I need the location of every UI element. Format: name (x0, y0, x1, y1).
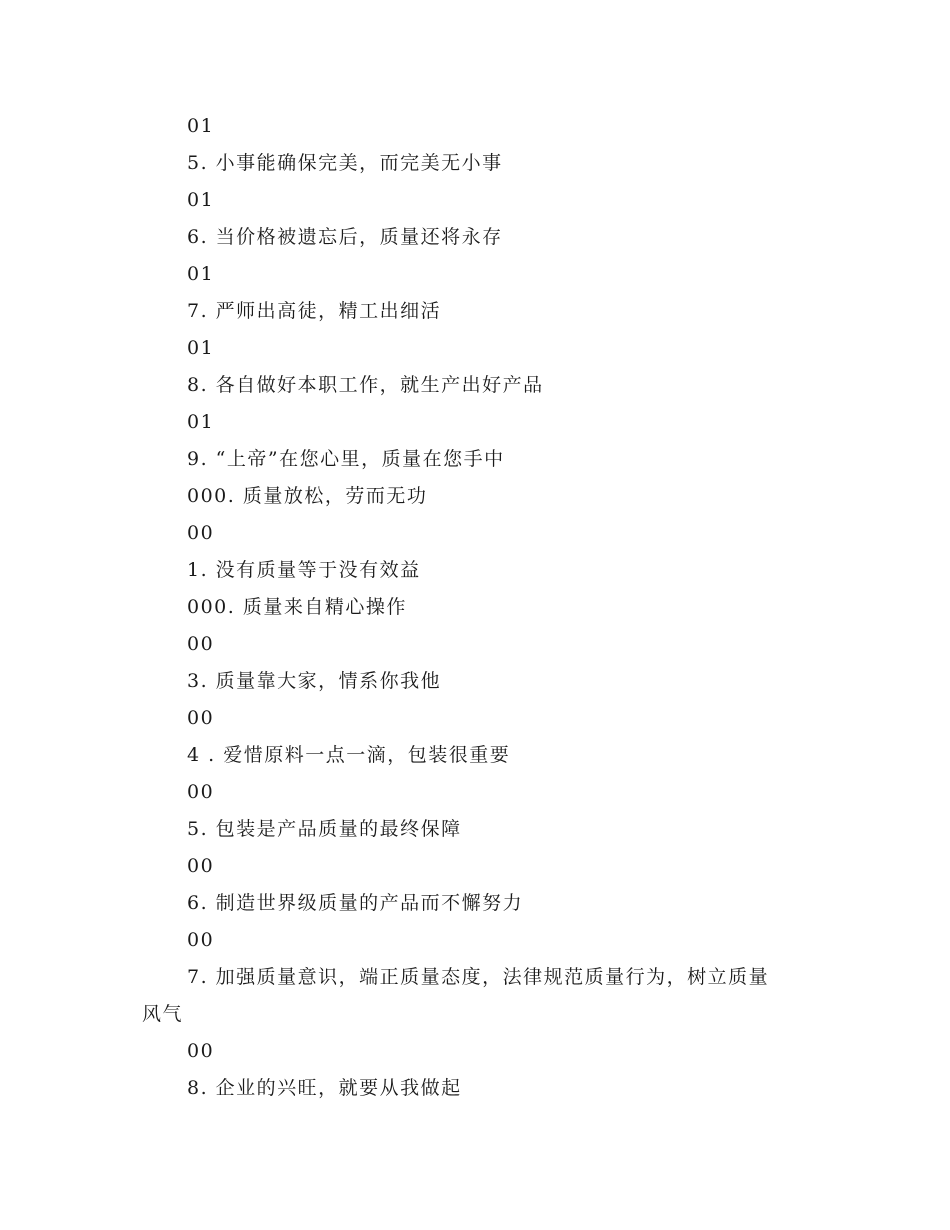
text-line: 00 (187, 929, 215, 951)
text-line-continuation: 风气 (142, 1003, 184, 1025)
text-line: 01 (187, 411, 215, 433)
text-line: 01 (187, 189, 215, 211)
text-line: 5. 小事能确保完美，而完美无小事 (187, 152, 503, 174)
text-line: 00 (187, 633, 215, 655)
text-line: 1. 没有质量等于没有效益 (187, 559, 421, 581)
text-line: 7. 严师出高徒，精工出细活 (187, 300, 442, 322)
text-line: 4 . 爱惜原料一点一滴，包装很重要 (187, 744, 511, 766)
text-line: 00 (187, 1040, 215, 1062)
text-line: 3. 质量靠大家，情系你我他 (187, 670, 442, 692)
document-body (142, 108, 822, 1107)
text-line: 8. 各自做好本职工作，就生产出好产品 (187, 374, 544, 396)
text-line: 9. “上帝”在您心里，质量在您手中 (187, 448, 505, 470)
text-line: 00 (187, 855, 215, 877)
text-line: 5. 包装是产品质量的最终保障 (187, 818, 462, 840)
text-line: 00 (187, 781, 215, 803)
text-line: 8. 企业的兴旺，就要从我做起 (187, 1077, 462, 1099)
text-line: 000. 质量放松，劳而无功 (187, 485, 428, 507)
text-line: 01 (187, 337, 215, 359)
text-line: 6. 制造世界级质量的产品而不懈努力 (187, 892, 524, 914)
text-line: 01 (187, 115, 215, 137)
text-line: 000. 质量来自精心操作 (187, 596, 407, 618)
text-line: 01 (187, 263, 215, 285)
text-line: 6. 当价格被遗忘后，质量还将永存 (187, 226, 503, 248)
text-line: 7. 加强质量意识，端正质量态度，法律规范质量行为，树立质量 (187, 966, 770, 988)
text-line: 00 (187, 707, 215, 729)
text-line: 00 (187, 522, 215, 544)
